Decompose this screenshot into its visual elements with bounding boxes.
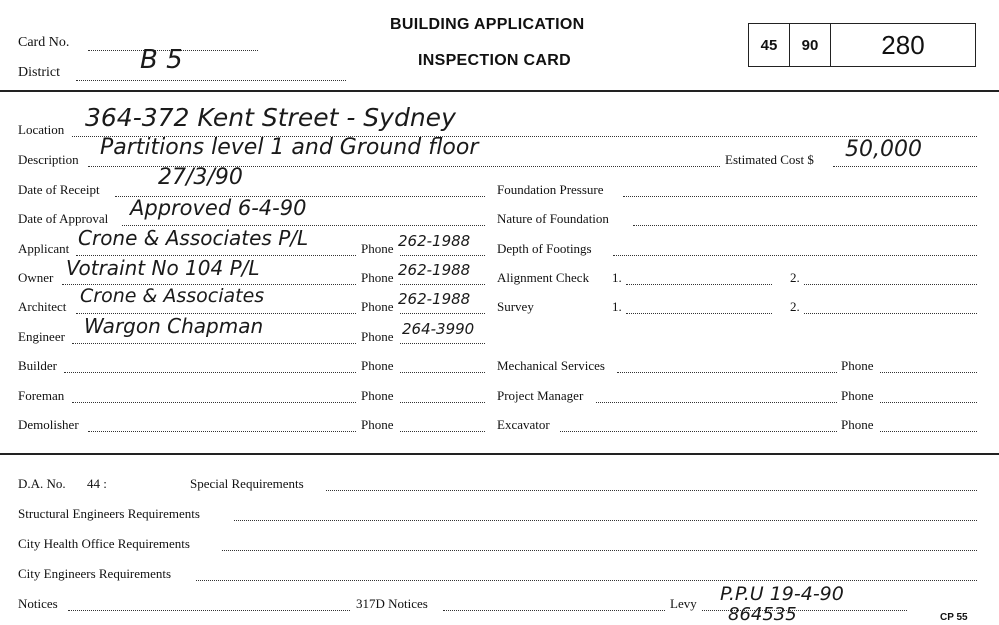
date-approval-value: Approved 6-4-90 — [130, 196, 307, 220]
reference-boxes — [748, 23, 976, 67]
excavator-phone-dots — [880, 431, 977, 432]
mechanical-dots — [617, 372, 837, 373]
survey-dots-1 — [626, 313, 772, 314]
city-eng-label: City Engineers Requirements — [18, 566, 172, 581]
ref-box-2: 90 — [790, 24, 831, 66]
applicant-phone-label: Phone — [361, 241, 394, 256]
demolisher-label: Demolisher — [18, 417, 79, 432]
nature-foundation-dots — [633, 225, 977, 226]
owner-phone-label: Phone — [361, 270, 394, 285]
applicant-value: Crone & Associates P/L — [78, 226, 309, 250]
architect-value: Crone & Associates — [80, 285, 265, 307]
health-dots — [222, 550, 977, 551]
structural-label: Structural Engineers Requirements — [18, 506, 200, 521]
demolisher-phone-dots — [400, 431, 485, 432]
location-value: 364-372 Kent Street - Sydney — [85, 103, 456, 132]
district-label: District — [18, 65, 60, 80]
builder-phone-label: Phone — [361, 358, 394, 373]
ref-box-1: 45 — [749, 24, 790, 66]
owner-phone-value: 262-1988 — [398, 261, 471, 279]
project-manager-phone-dots — [880, 402, 977, 403]
notices-317d-label: 317D Notices — [356, 596, 428, 611]
description-label: Description — [18, 152, 79, 167]
depth-footings-label: Depth of Footings — [497, 241, 592, 256]
excavator-label: Excavator — [497, 417, 550, 432]
description-value: Partitions level 1 and Ground floor — [100, 135, 479, 160]
depth-footings-dots — [613, 255, 977, 256]
engineer-dots — [72, 343, 356, 344]
engineer-label: Engineer — [18, 329, 65, 344]
alignment-dots-1 — [626, 284, 772, 285]
location-label: Location — [18, 122, 65, 137]
architect-phone-value: 262-1988 — [398, 290, 471, 308]
levy-number: 864535 — [728, 604, 797, 625]
middle-rule — [0, 453, 999, 455]
da-no-label: D.A. No. — [18, 476, 66, 491]
demolisher-dots — [88, 431, 356, 432]
owner-phone-dots — [400, 284, 485, 285]
date-receipt-label: Date of Receipt — [18, 182, 100, 197]
mechanical-phone-dots — [880, 372, 977, 373]
special-dots — [326, 490, 977, 491]
project-manager-phone-label: Phone — [841, 388, 874, 403]
engineer-phone-dots — [400, 343, 485, 344]
engineer-value: Wargon Chapman — [84, 314, 264, 338]
form-code: CP 55 — [940, 612, 968, 623]
architect-phone-label: Phone — [361, 299, 394, 314]
mechanical-label: Mechanical Services — [497, 358, 605, 373]
special-label: Special Requirements — [190, 476, 304, 491]
alignment-check-label: Alignment Check — [497, 270, 590, 285]
top-rule — [0, 90, 999, 92]
project-manager-dots — [596, 402, 837, 403]
applicant-phone-value: 262-1988 — [398, 232, 471, 250]
title-line2: INSPECTION CARD — [418, 52, 571, 69]
levy-value: P.P.U 19-4-90 — [720, 583, 844, 605]
applicant-phone-dots — [400, 255, 485, 256]
excavator-dots — [560, 431, 837, 432]
title-line1: BUILDING APPLICATION — [390, 16, 585, 33]
project-manager-label: Project Manager — [497, 388, 584, 403]
structural-dots — [234, 520, 977, 521]
notices-317d-dots — [443, 610, 665, 611]
builder-phone-dots — [400, 372, 485, 373]
engineer-phone-value: 264-3990 — [402, 320, 475, 338]
builder-dots — [64, 372, 356, 373]
foreman-phone-dots — [400, 402, 485, 403]
notices-label: Notices — [18, 596, 58, 611]
survey-num1: 1. — [612, 299, 622, 314]
health-label: City Health Office Requirements — [18, 536, 190, 551]
survey-dots-2 — [804, 313, 977, 314]
alignment-num2: 2. — [790, 270, 800, 285]
estimated-cost-value: 50,000 — [845, 137, 922, 162]
alignment-dots-2 — [804, 284, 977, 285]
date-receipt-value: 27/3/90 — [158, 165, 243, 190]
ref-box-3: 280 — [881, 29, 925, 60]
demolisher-phone-label: Phone — [361, 417, 394, 432]
foreman-label: Foreman — [18, 388, 65, 403]
notices-dots — [68, 610, 350, 611]
owner-label: Owner — [18, 270, 54, 285]
card-no-label: Card No. — [18, 35, 70, 50]
survey-label: Survey — [497, 299, 534, 314]
excavator-phone-label: Phone — [841, 417, 874, 432]
mechanical-phone-label: Phone — [841, 358, 874, 373]
nature-foundation-label: Nature of Foundation — [497, 211, 609, 226]
district-value: B 5 — [140, 45, 183, 75]
owner-value: Votraint No 104 P/L — [66, 256, 260, 280]
foreman-phone-label: Phone — [361, 388, 394, 403]
architect-phone-dots — [400, 313, 485, 314]
foreman-dots — [72, 402, 356, 403]
levy-label: Levy — [670, 596, 697, 611]
applicant-label: Applicant — [18, 241, 70, 256]
district-dots — [76, 80, 346, 81]
foundation-pressure-label: Foundation Pressure — [497, 182, 604, 197]
city-eng-dots — [196, 580, 977, 581]
architect-label: Architect — [18, 299, 67, 314]
alignment-num1: 1. — [612, 270, 622, 285]
estimated-cost-label: Estimated Cost $ — [725, 152, 814, 167]
survey-num2: 2. — [790, 299, 800, 314]
builder-label: Builder — [18, 358, 57, 373]
foundation-pressure-dots — [623, 196, 977, 197]
engineer-phone-label: Phone — [361, 329, 394, 344]
estimated-cost-dots — [833, 166, 977, 167]
date-approval-label: Date of Approval — [18, 211, 109, 226]
da-no-value: 44 : — [87, 476, 107, 491]
